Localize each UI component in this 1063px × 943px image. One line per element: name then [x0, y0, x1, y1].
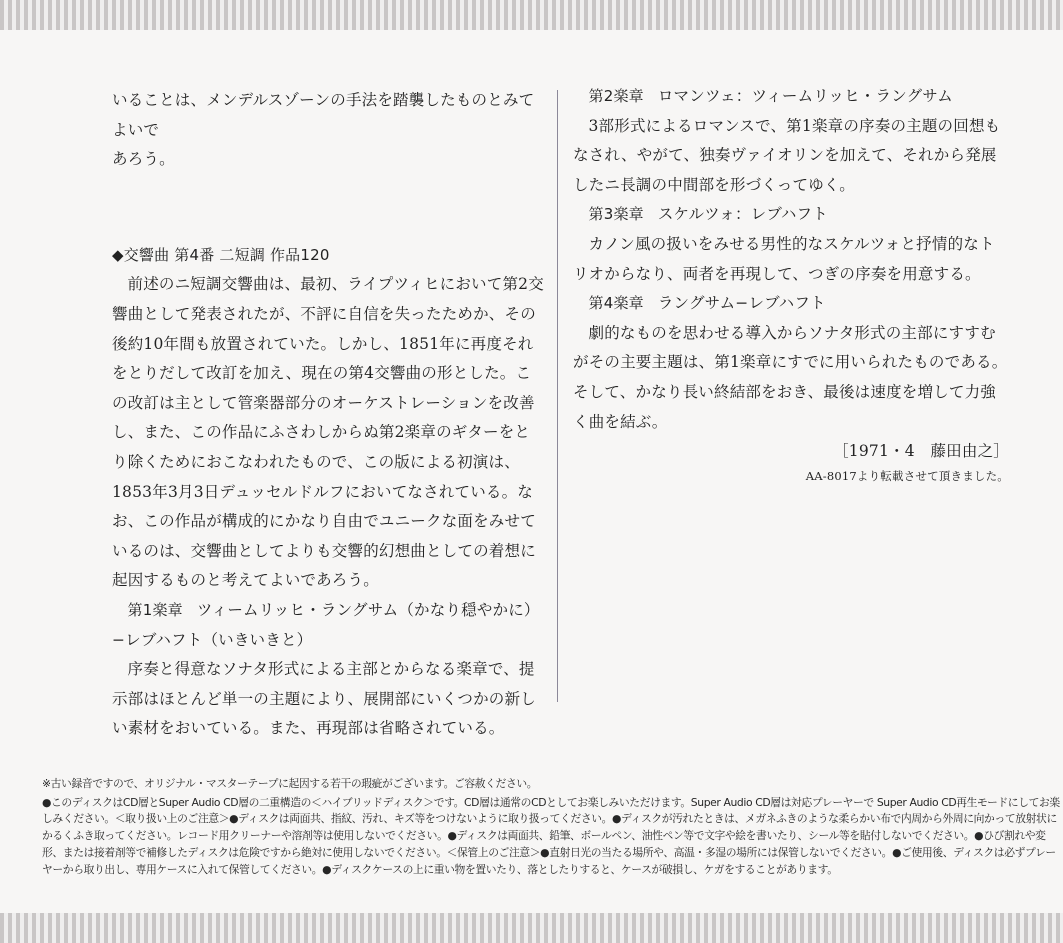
movement-2-heading [573, 82, 1009, 112]
movement-4-label: 第4楽章 [588, 294, 644, 313]
movement-3-label: 第3楽章 [588, 205, 644, 224]
disc-notes [42, 776, 1060, 878]
movement-1-label: 第1楽章 [127, 600, 183, 619]
movement-4-description: 劇的なものを思わせる導入からソナタ形式の主部にすすむがその主要主題は、第1楽章にすでに用いられたものである。そして、かなり長い終結部をおき、最後は速度を増して力強く曲を結ぶ。 [573, 323, 1008, 431]
reprint-note: AA-8017より転載させて頂きました。 [805, 468, 1009, 483]
movement-2-label: 第2楽章 [588, 87, 644, 105]
recording-disclaimer: ※古い録音ですので、オリジナル・マスターテープに起因する若干の瑕疵がございます。ご容赦ください。 [42, 777, 538, 790]
bottom-decorative-stripe [0, 913, 1063, 943]
intro-text-line: あろう。 [112, 150, 175, 169]
movement-1-heading [112, 596, 544, 655]
movement-2-title: ロマンツェ：ツィームリッヒ・ラングサム [657, 87, 953, 105]
movement-4-heading [573, 289, 1009, 319]
symphony-heading: ◆交響曲 第4番 二短調 作品120 [112, 245, 330, 264]
author-credit: ［1971・4 藤田由之］ [833, 442, 1009, 461]
movement-2-description: 3部形式によるロマンスで、第1楽章の序奏の主題の回想もなされ、やがて、独奏ヴァイオリンを加えて、それから発展したニ長調の中間部を形づくってゆく。 [573, 116, 1001, 194]
symphony-description: 前述のニ短調交響曲は、最初、ライプツィヒにおいて第2交響曲として発表されたが、不評に自信を失ったためか、その後約10年間も放置されていた。しかし、1851年に再度それをとりだして改訂を加え、現在の第4交響曲の形とした。この改訂は主として管楽器部分のオーケストレーションを改善し、また、この作品にふさわしからぬ第2楽章のギターをとり除くためにおこなわれたもので、この版による初演は、1853年3月3日デュッセルドルフにおいてなされている。なお、この作品が構成的にかなり自由でユニークな面をみせているのは、交響曲としてよりも交響的幻想曲としての着想に起因するものと考えてよいであろう。 [112, 275, 544, 590]
left-column [112, 86, 544, 744]
movement-1-description: 序奏と得意なソナタ形式による主部とからなる楽章で、提示部はほとんど単一の主題により、展開部にいくつかの新しい素材をおいている。また、再現部は省略されている。 [112, 660, 536, 738]
intro-text-line: いることは、メンデルスゾーンの手法を踏襲したものとみてよいで [112, 91, 535, 139]
movement-3-heading [573, 200, 1009, 230]
section-spacer [112, 175, 544, 241]
column-divider [557, 90, 558, 702]
movement-3-description: カノン風の扱いをみせる男性的なスケルツォと抒情的なトリオからなり、両者を再現して、つぎの序奏を用意する。 [573, 234, 995, 283]
movement-1-title: ツィームリッヒ・ラングサム（かなり穏やかに）−レブハフト（いきいきと） [112, 600, 540, 649]
disc-handling-notes: ●このディスクはCD層とSuper Audio CD層の二重構造の＜ハイブリッドディスク＞です。CD層は通常のCDとしてお楽しみいただけます。Super Audio CD層は対応プレーヤーで Super Audio CD再生モードにしてお楽しみください。＜取り扱い上のご注意＞●ディスクは両面共、指紋、汚れ、キズ等をつけないように取り扱ってください。●ディスクが汚れたときは、メガネふきのような柔らかい布で内周から外周に向かって放射状にかるくふき取ってください。レコード用クリーナーや溶剤等は使用しないでください。●ディスクは両面共、鉛筆、ボールペン、油性ペン等で文字や絵を書いたり、シール等を貼付しないでください。●ひび割れや変形、または接着剤等で補修したディスクは危険ですから絶対に使用しないでください。＜保管上のご注意＞●直射日光の当たる場所や、高温・多湿の場所には保管しないでください。●ご使用後、ディスクは必ずプレーヤーから取り出し、専用ケースに入れて保管してください。●ディスクケースの上に重い物を置いたり、落としたりすると、ケースが破損し、ケガをすることがあります。 [42, 795, 1060, 876]
right-column [573, 82, 1009, 485]
movement-3-title: スケルツォ：レブハフト [657, 205, 828, 224]
top-decorative-stripe [0, 0, 1063, 30]
movement-4-title: ラングサム−レブハフト [657, 294, 826, 313]
